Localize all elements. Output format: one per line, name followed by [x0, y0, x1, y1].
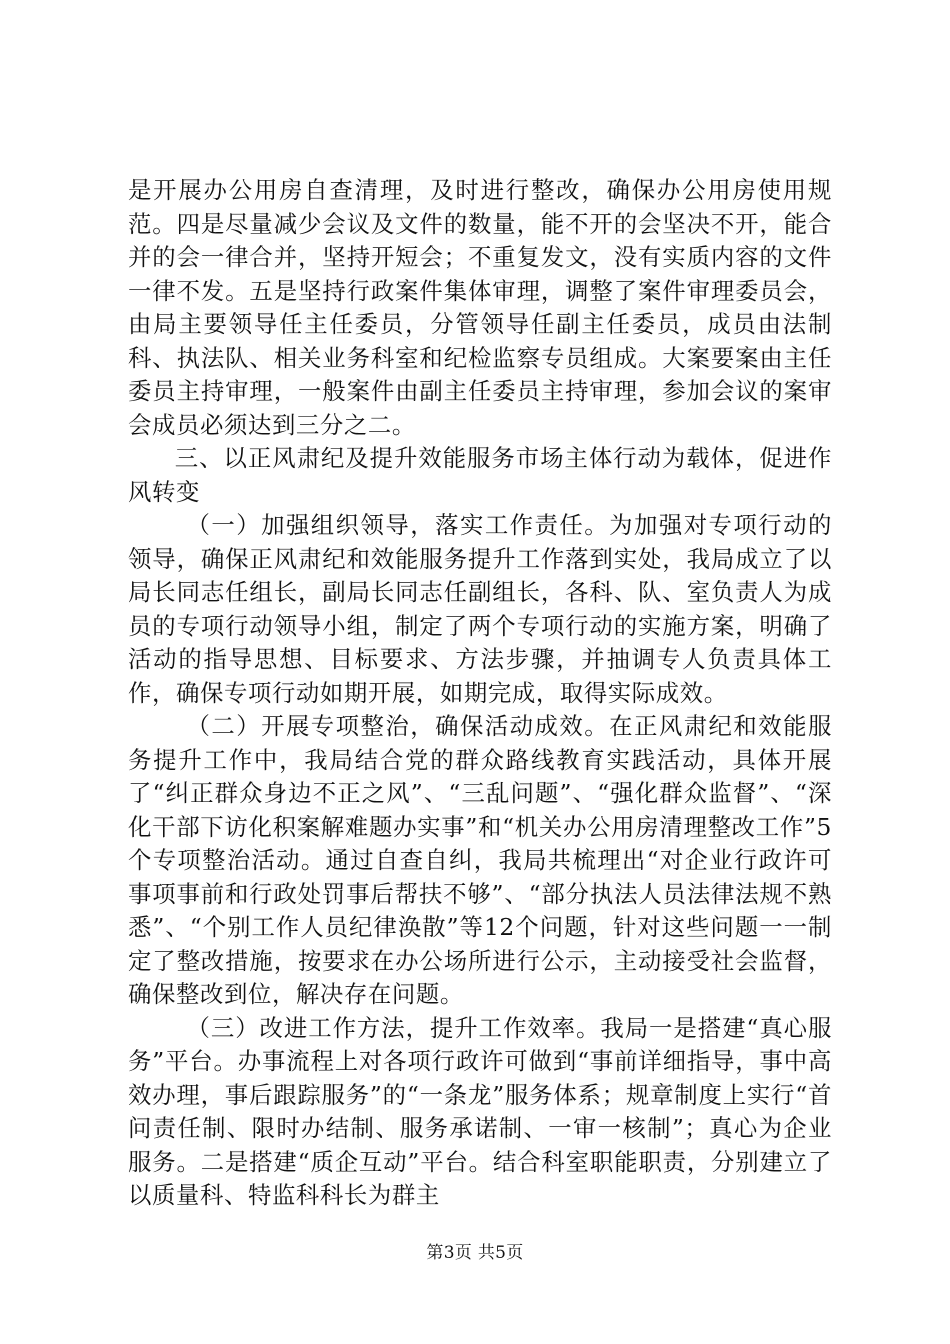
document-body — [128, 174, 832, 1213]
paragraph-item-1: （一）加强组织领导，落实工作责任。为加强对专项行动的领导，确保正风肃纪和效能服务提升工作落到实处，我局成立了以局长同志任组长，副局长同志任副组长，各科、队、室负责人为成员的专项行动领导小组，制定了两个专项行动的实施方案，明确了活动的指导思想、目标要求、方法步骤，并抽调专人负责具体工作，确保专项行动如期开展，如期完成，取得实际成效。 — [128, 511, 832, 707]
paragraph-continuation: 是开展办公用房自查清理，及时进行整改，确保办公用房使用规范。四是尽量减少会议及文件的数量，能不开的会坚决不开，能合并的会一律合并，坚持开短会；不重复发文，没有实质内容的文件一律不发。五是坚持行政案件集体审理，调整了案件审理委员会，由局主要领导任主任委员，分管领导任副主任委员，成员由法制科、执法队、相关业务科室和纪检监察专员组成。大案要案由主任委员主持审理，一般案件由副主任委员主持审理，参加会议的案审会成员必须达到三分之二。 — [128, 176, 832, 439]
section-heading: 三、以正风肃纪及提升效能服务市场主体行动为载体，促进作风转变 — [128, 444, 832, 506]
paragraph-item-2: （二）开展专项整治，确保活动成效。在正风肃纪和效能服务提升工作中，我局结合党的群众路线教育实践活动，具体开展了“纠正群众身边不正之风”、“三乱问题”、“强化群众监督”、“深化干部下访化积案解难题办实事”和“机关办公用房清理整改工作”5个专项整治活动。通过自查自纠，我局共梳理出“对企业行政许可事项事前和行政处罚事后帮扶不够”、“部分执法人员法律法规不熟悉”、“个别工作人员纪律涣散”等12个问题，针对这些问题一一制定了整改措施，按要求在办公场所进行公示，主动接受社会监督，确保整改到位，解决存在问题。 — [128, 712, 832, 1008]
page-footer: 第3页 共5页 — [426, 1243, 524, 1263]
paragraph-item-3: （三）改进工作方法，提升工作效率。我局一是搭建“真心服务”平台。办事流程上对各项行政许可做到“事前详细指导，事中高效办理，事后跟踪服务”的“一条龙”服务体系；规章制度上实行“首问责任制、限时办结制、服务承诺制、一审一核制”；真心为企业服务。二是搭建“质企互动”平台。结合科室职能职责，分别建立了以质量科、特监科科长为群主 — [128, 1013, 832, 1209]
